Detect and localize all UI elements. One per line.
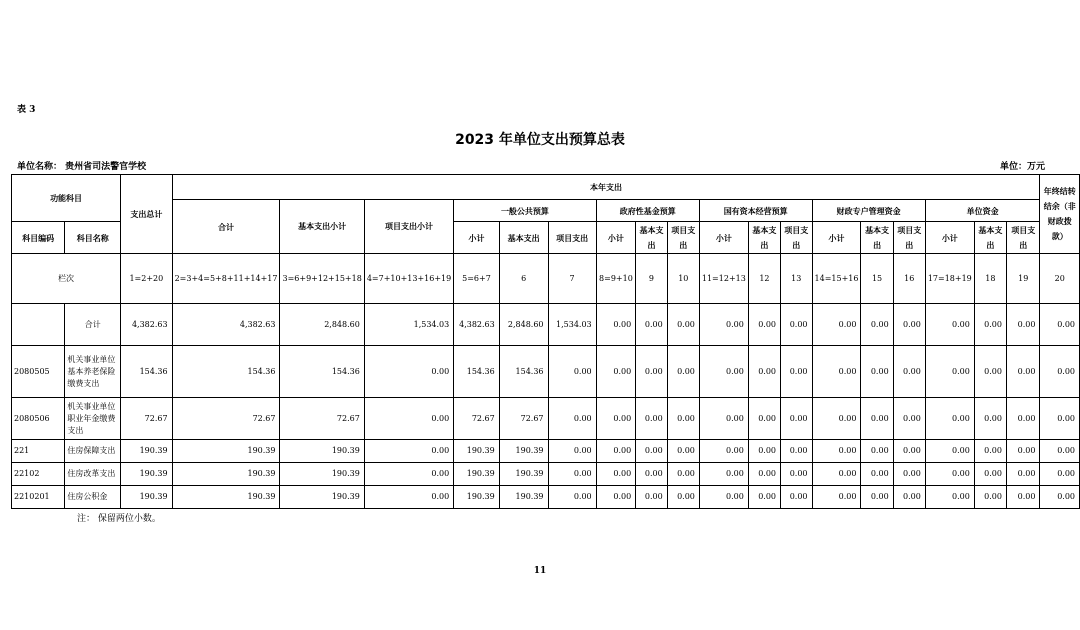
value-cell: 190.39 bbox=[280, 463, 364, 486]
value-cell: 0.00 bbox=[781, 346, 813, 398]
subject-code-cell bbox=[12, 304, 65, 346]
value-cell: 72.67 bbox=[499, 398, 548, 440]
value-cell: 190.39 bbox=[499, 440, 548, 463]
value-cell: 0.00 bbox=[548, 440, 596, 463]
value-cell: 4,382.63 bbox=[121, 304, 172, 346]
column-index: 9 bbox=[636, 254, 668, 304]
header-general-budget: 一般公共预算 bbox=[454, 200, 596, 222]
value-cell: 0.00 bbox=[699, 463, 748, 486]
value-cell: 0.00 bbox=[667, 398, 699, 440]
subject-code-cell: 2080505 bbox=[12, 346, 65, 398]
value-cell: 0.00 bbox=[893, 463, 925, 486]
value-cell: 0.00 bbox=[364, 463, 453, 486]
value-cell: 0.00 bbox=[974, 463, 1006, 486]
column-index-label: 栏次 bbox=[12, 254, 121, 304]
value-cell: 0.00 bbox=[925, 440, 974, 463]
column-index: 15 bbox=[861, 254, 893, 304]
value-cell: 0.00 bbox=[893, 346, 925, 398]
subject-code-cell: 2080506 bbox=[12, 398, 65, 440]
value-cell: 0.00 bbox=[636, 440, 668, 463]
value-cell: 0.00 bbox=[548, 486, 596, 509]
header-func-subject: 功能科目 bbox=[12, 175, 121, 222]
header-basic-expense: 基本支出 bbox=[499, 222, 548, 254]
value-cell: 190.39 bbox=[280, 486, 364, 509]
value-cell: 0.00 bbox=[1040, 486, 1080, 509]
value-cell: 190.39 bbox=[454, 440, 500, 463]
value-cell: 0.00 bbox=[861, 463, 893, 486]
column-index: 17=18+19 bbox=[925, 254, 974, 304]
value-cell: 0.00 bbox=[636, 346, 668, 398]
header-total-expense: 支出总计 bbox=[121, 175, 172, 254]
header-basic-short: 基本支出 bbox=[636, 222, 668, 254]
subject-name-cell: 住房改革支出 bbox=[65, 463, 121, 486]
value-cell: 0.00 bbox=[812, 486, 861, 509]
footnote: 注： 保留两位小数。 bbox=[77, 514, 161, 524]
header-subtotal: 小计 bbox=[699, 222, 748, 254]
table-row bbox=[12, 440, 1080, 463]
value-cell: 190.39 bbox=[121, 463, 172, 486]
value-cell: 0.00 bbox=[1040, 304, 1080, 346]
value-cell: 0.00 bbox=[699, 440, 748, 463]
value-cell: 0.00 bbox=[748, 486, 780, 509]
value-cell: 0.00 bbox=[781, 398, 813, 440]
header-subtotal: 小计 bbox=[812, 222, 861, 254]
header-project-short: 项目支出 bbox=[781, 222, 813, 254]
value-cell: 72.67 bbox=[280, 398, 364, 440]
table-row bbox=[12, 463, 1080, 486]
value-cell: 0.00 bbox=[596, 463, 636, 486]
value-cell: 0.00 bbox=[812, 463, 861, 486]
header-basic-subtotal: 基本支出小计 bbox=[280, 200, 364, 254]
value-cell: 0.00 bbox=[812, 398, 861, 440]
value-cell: 190.39 bbox=[499, 463, 548, 486]
column-index: 2=3+4=5+8+11+14+17 bbox=[172, 254, 280, 304]
value-cell: 0.00 bbox=[812, 304, 861, 346]
unit-name: 单位名称： 贵州省司法警官学校 bbox=[17, 162, 147, 172]
value-cell: 190.39 bbox=[280, 440, 364, 463]
header-soe-budget: 国有资本经营预算 bbox=[699, 200, 812, 222]
value-cell: 0.00 bbox=[925, 304, 974, 346]
header-special-fund: 财政专户管理资金 bbox=[812, 200, 925, 222]
value-cell: 0.00 bbox=[748, 304, 780, 346]
header-subject-name: 科目名称 bbox=[65, 222, 121, 254]
column-index: 5=6+7 bbox=[454, 254, 500, 304]
header-subtotal: 小计 bbox=[596, 222, 636, 254]
value-cell: 0.00 bbox=[596, 346, 636, 398]
header-project-short: 项目支出 bbox=[1006, 222, 1039, 254]
value-cell: 0.00 bbox=[548, 346, 596, 398]
value-cell: 154.36 bbox=[454, 346, 500, 398]
header-sum: 合计 bbox=[172, 200, 280, 254]
column-index: 16 bbox=[893, 254, 925, 304]
header-subtotal: 小计 bbox=[925, 222, 974, 254]
page-number: 11 bbox=[533, 566, 547, 576]
value-cell: 0.00 bbox=[893, 486, 925, 509]
header-carryover: 年终结转结余（非财政拨款） bbox=[1040, 175, 1080, 254]
value-cell: 0.00 bbox=[1040, 463, 1080, 486]
value-cell: 0.00 bbox=[596, 486, 636, 509]
value-cell: 0.00 bbox=[699, 398, 748, 440]
value-cell: 0.00 bbox=[893, 440, 925, 463]
column-index: 1=2+20 bbox=[121, 254, 172, 304]
value-cell: 0.00 bbox=[925, 463, 974, 486]
subject-name-cell: 住房保障支出 bbox=[65, 440, 121, 463]
value-cell: 0.00 bbox=[1006, 304, 1039, 346]
subject-code-cell: 2210201 bbox=[12, 486, 65, 509]
value-cell: 190.39 bbox=[121, 486, 172, 509]
value-cell: 0.00 bbox=[699, 346, 748, 398]
unit-label: 单位：万元 bbox=[1000, 162, 1046, 172]
column-index: 20 bbox=[1040, 254, 1080, 304]
header-subtotal: 小计 bbox=[454, 222, 500, 254]
value-cell: 0.00 bbox=[1006, 440, 1039, 463]
value-cell: 190.39 bbox=[172, 463, 280, 486]
value-cell: 154.36 bbox=[121, 346, 172, 398]
header-project-short: 项目支出 bbox=[667, 222, 699, 254]
value-cell: 0.00 bbox=[861, 304, 893, 346]
value-cell: 190.39 bbox=[499, 486, 548, 509]
value-cell: 0.00 bbox=[364, 440, 453, 463]
value-cell: 0.00 bbox=[861, 486, 893, 509]
header-basic-short: 基本支出 bbox=[974, 222, 1006, 254]
header-unit-fund: 单位资金 bbox=[925, 200, 1040, 222]
value-cell: 0.00 bbox=[596, 304, 636, 346]
value-cell: 190.39 bbox=[454, 463, 500, 486]
value-cell: 0.00 bbox=[1040, 440, 1080, 463]
value-cell: 0.00 bbox=[667, 346, 699, 398]
subject-name-cell: 机关事业单位基本养老保险缴费支出 bbox=[65, 346, 121, 398]
subject-name-cell: 机关事业单位职业年金缴费支出 bbox=[65, 398, 121, 440]
value-cell: 190.39 bbox=[454, 486, 500, 509]
value-cell: 0.00 bbox=[364, 346, 453, 398]
column-index: 10 bbox=[667, 254, 699, 304]
header-project-short: 项目支出 bbox=[893, 222, 925, 254]
value-cell: 0.00 bbox=[1006, 398, 1039, 440]
value-cell: 0.00 bbox=[1006, 463, 1039, 486]
value-cell: 0.00 bbox=[636, 398, 668, 440]
column-index: 4=7+10+13+16+19 bbox=[364, 254, 453, 304]
value-cell: 72.67 bbox=[172, 398, 280, 440]
value-cell: 2,848.60 bbox=[499, 304, 548, 346]
table-row bbox=[12, 398, 1080, 440]
value-cell: 0.00 bbox=[364, 398, 453, 440]
value-cell: 0.00 bbox=[974, 346, 1006, 398]
subject-name-cell: 合计 bbox=[65, 304, 121, 346]
value-cell: 0.00 bbox=[974, 486, 1006, 509]
value-cell: 0.00 bbox=[364, 486, 453, 509]
value-cell: 0.00 bbox=[1006, 486, 1039, 509]
column-index: 6 bbox=[499, 254, 548, 304]
value-cell: 0.00 bbox=[596, 440, 636, 463]
value-cell: 0.00 bbox=[1006, 346, 1039, 398]
value-cell: 0.00 bbox=[699, 304, 748, 346]
value-cell: 0.00 bbox=[781, 304, 813, 346]
column-index: 8=9+10 bbox=[596, 254, 636, 304]
value-cell: 190.39 bbox=[172, 486, 280, 509]
value-cell: 0.00 bbox=[861, 440, 893, 463]
value-cell: 190.39 bbox=[121, 440, 172, 463]
value-cell: 0.00 bbox=[781, 440, 813, 463]
value-cell: 0.00 bbox=[925, 486, 974, 509]
value-cell: 0.00 bbox=[548, 463, 596, 486]
value-cell: 4,382.63 bbox=[454, 304, 500, 346]
value-cell: 0.00 bbox=[596, 398, 636, 440]
value-cell: 154.36 bbox=[172, 346, 280, 398]
value-cell: 0.00 bbox=[748, 398, 780, 440]
header-current-year: 本年支出 bbox=[172, 175, 1040, 200]
value-cell: 0.00 bbox=[974, 304, 1006, 346]
value-cell: 190.39 bbox=[172, 440, 280, 463]
value-cell: 72.67 bbox=[121, 398, 172, 440]
value-cell: 0.00 bbox=[667, 440, 699, 463]
value-cell: 0.00 bbox=[781, 486, 813, 509]
header-subject-code: 科目编码 bbox=[12, 222, 65, 254]
value-cell: 0.00 bbox=[636, 304, 668, 346]
value-cell: 0.00 bbox=[699, 486, 748, 509]
table-number: 表 3 bbox=[17, 105, 36, 115]
value-cell: 0.00 bbox=[548, 398, 596, 440]
page-title: 2023 年单位支出预算总表 bbox=[455, 132, 625, 148]
value-cell: 0.00 bbox=[667, 486, 699, 509]
column-index: 19 bbox=[1006, 254, 1039, 304]
header-project-subtotal: 项目支出小计 bbox=[364, 200, 453, 254]
column-index: 14=15+16 bbox=[812, 254, 861, 304]
value-cell: 1,534.03 bbox=[364, 304, 453, 346]
value-cell: 0.00 bbox=[812, 346, 861, 398]
value-cell: 72.67 bbox=[454, 398, 500, 440]
value-cell: 0.00 bbox=[812, 440, 861, 463]
value-cell: 0.00 bbox=[893, 304, 925, 346]
value-cell: 0.00 bbox=[667, 304, 699, 346]
column-index: 12 bbox=[748, 254, 780, 304]
value-cell: 4,382.63 bbox=[172, 304, 280, 346]
value-cell: 0.00 bbox=[636, 486, 668, 509]
column-index-row bbox=[12, 254, 1080, 304]
subject-name-cell: 住房公积金 bbox=[65, 486, 121, 509]
value-cell: 154.36 bbox=[280, 346, 364, 398]
value-cell: 0.00 bbox=[636, 463, 668, 486]
column-index: 7 bbox=[548, 254, 596, 304]
value-cell: 1,534.03 bbox=[548, 304, 596, 346]
value-cell: 0.00 bbox=[925, 398, 974, 440]
value-cell: 0.00 bbox=[974, 398, 1006, 440]
value-cell: 0.00 bbox=[861, 398, 893, 440]
value-cell: 0.00 bbox=[861, 346, 893, 398]
table-row bbox=[12, 304, 1080, 346]
value-cell: 154.36 bbox=[499, 346, 548, 398]
table-row bbox=[12, 346, 1080, 398]
value-cell: 0.00 bbox=[748, 440, 780, 463]
value-cell: 0.00 bbox=[748, 463, 780, 486]
value-cell: 0.00 bbox=[748, 346, 780, 398]
column-index: 11=12+13 bbox=[699, 254, 748, 304]
subject-code-cell: 22102 bbox=[12, 463, 65, 486]
header-project-expense: 项目支出 bbox=[548, 222, 596, 254]
table-row bbox=[12, 486, 1080, 509]
value-cell: 0.00 bbox=[974, 440, 1006, 463]
header-gov-fund-budget: 政府性基金预算 bbox=[596, 200, 699, 222]
header-basic-short: 基本支出 bbox=[748, 222, 780, 254]
value-cell: 0.00 bbox=[925, 346, 974, 398]
value-cell: 0.00 bbox=[1040, 346, 1080, 398]
column-index: 18 bbox=[974, 254, 1006, 304]
column-index: 3=6+9+12+15+18 bbox=[280, 254, 364, 304]
header-basic-short: 基本支出 bbox=[861, 222, 893, 254]
value-cell: 0.00 bbox=[1040, 398, 1080, 440]
value-cell: 0.00 bbox=[893, 398, 925, 440]
value-cell: 2,848.60 bbox=[280, 304, 364, 346]
value-cell: 0.00 bbox=[667, 463, 699, 486]
column-index: 13 bbox=[781, 254, 813, 304]
budget-table bbox=[11, 174, 1080, 509]
subject-code-cell: 221 bbox=[12, 440, 65, 463]
value-cell: 0.00 bbox=[781, 463, 813, 486]
